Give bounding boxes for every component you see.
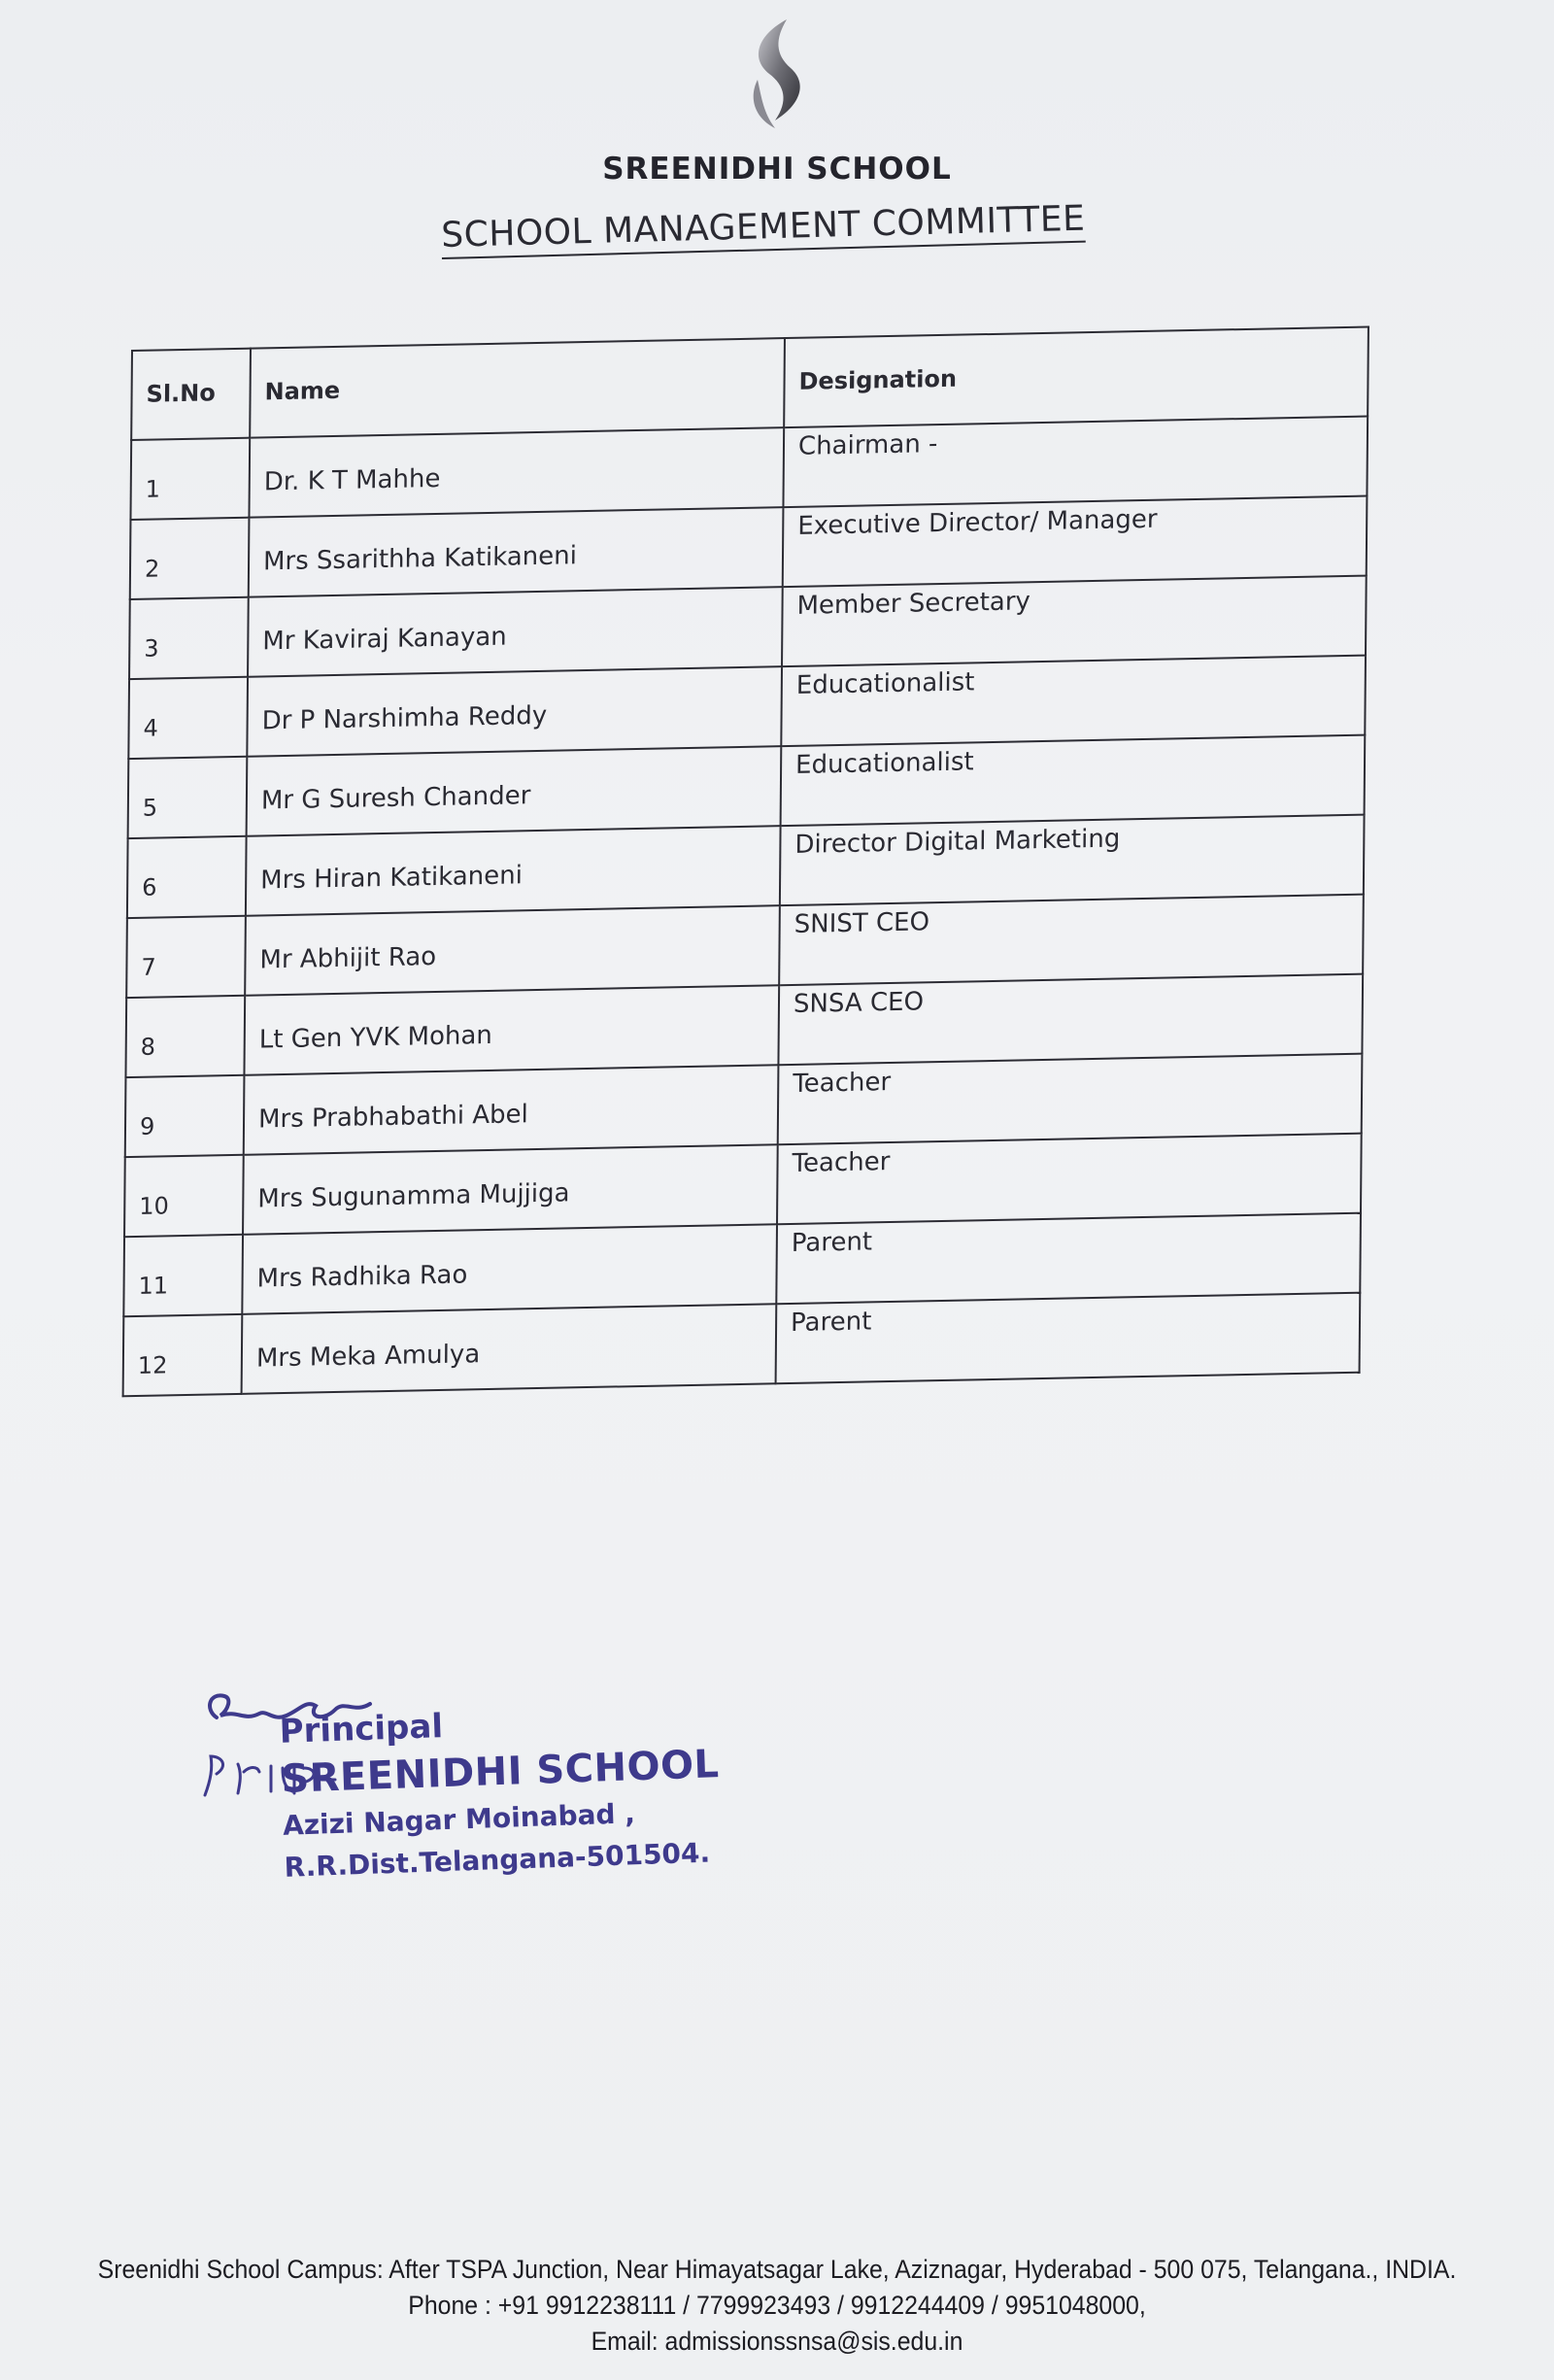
column-header-name: Name <box>250 338 785 438</box>
cell-slno: 2 <box>130 518 250 599</box>
cell-designation: Member Secretary <box>782 576 1367 667</box>
cell-designation: SNSA CEO <box>778 974 1363 1066</box>
footer-phone: Phone : +91 9912238111 / 7799923493 / 9912244409 / 9951048000, <box>408 2291 1146 2320</box>
cell-slno: 9 <box>125 1075 245 1157</box>
school-logo-icon <box>719 12 835 148</box>
cell-slno: 10 <box>124 1155 244 1237</box>
cell-slno: 7 <box>126 916 246 998</box>
cell-name: Mr G Suresh Chander <box>247 746 782 836</box>
cell-designation: Parent <box>776 1213 1361 1305</box>
cell-name: Mrs Meka Amulya <box>242 1304 777 1394</box>
cell-designation: Chairman - <box>783 417 1368 508</box>
cell-slno: 8 <box>125 996 245 1077</box>
stamp-address-line2: R.R.Dist.Telangana-501504. <box>284 1836 711 1884</box>
cell-name: Mrs Radhika Rao <box>242 1224 777 1314</box>
cell-designation: Parent <box>776 1293 1361 1384</box>
stamp-school-name: SREENIDHI SCHOOL <box>280 1742 721 1802</box>
footer-email: Email: admissionssnsa@sis.edu.in <box>591 2327 963 2356</box>
cell-slno: 5 <box>128 757 248 838</box>
stamp-address-line1: Azizi Nagar Moinabad , <box>282 1797 636 1842</box>
cell-name: Dr. K T Mahhe <box>249 427 784 518</box>
cell-slno: 1 <box>130 438 250 520</box>
column-header-designation: Designation <box>784 327 1368 428</box>
principal-stamp <box>279 1697 723 1884</box>
cell-designation: Director Digital Marketing <box>780 815 1365 906</box>
cell-designation: Educationalist <box>781 656 1366 747</box>
committee-table <box>122 326 1369 1398</box>
cell-name: Mr Kaviraj Kanayan <box>248 587 783 677</box>
committee-table-wrapper <box>122 326 1369 1398</box>
stamp-role: Principal <box>279 1707 444 1751</box>
cell-slno: 11 <box>123 1235 243 1316</box>
cell-name: Dr P Narshimha Reddy <box>247 666 782 757</box>
school-name: SREENIDHI SCHOOL <box>602 152 952 187</box>
cell-slno: 12 <box>123 1314 243 1396</box>
cell-designation: SNIST CEO <box>779 895 1364 986</box>
footer <box>62 2252 1492 2360</box>
column-header-slno: Sl.No <box>131 349 251 440</box>
cell-name: Mrs Prabhabathi Abel <box>244 1065 779 1155</box>
cell-designation: Teacher <box>778 1054 1363 1145</box>
cell-designation: Executive Director/ Manager <box>783 496 1368 588</box>
cell-name: Mrs Ssarithha Katikaneni <box>249 507 784 597</box>
cell-name: Mrs Sugunamma Mujjiga <box>243 1144 778 1235</box>
cell-designation: Educationalist <box>781 735 1366 827</box>
cell-name: Mrs Hiran Katikaneni <box>246 826 781 916</box>
cell-slno: 3 <box>129 597 249 679</box>
cell-name: Mr Abhijit Rao <box>245 905 780 996</box>
cell-slno: 6 <box>127 836 247 918</box>
committee-title: SCHOOL MANAGEMENT COMMITTEE <box>441 199 1086 259</box>
cell-slno: 4 <box>128 677 248 759</box>
footer-address: Sreenidhi School Campus: After TSPA Junction, Near Himayatsagar Lake, Aziznagar, Hyderabad - 500 075, Telangana., INDIA. <box>97 2255 1457 2284</box>
cell-name: Lt Gen YVK Mohan <box>244 985 779 1075</box>
cell-designation: Teacher <box>777 1134 1362 1225</box>
